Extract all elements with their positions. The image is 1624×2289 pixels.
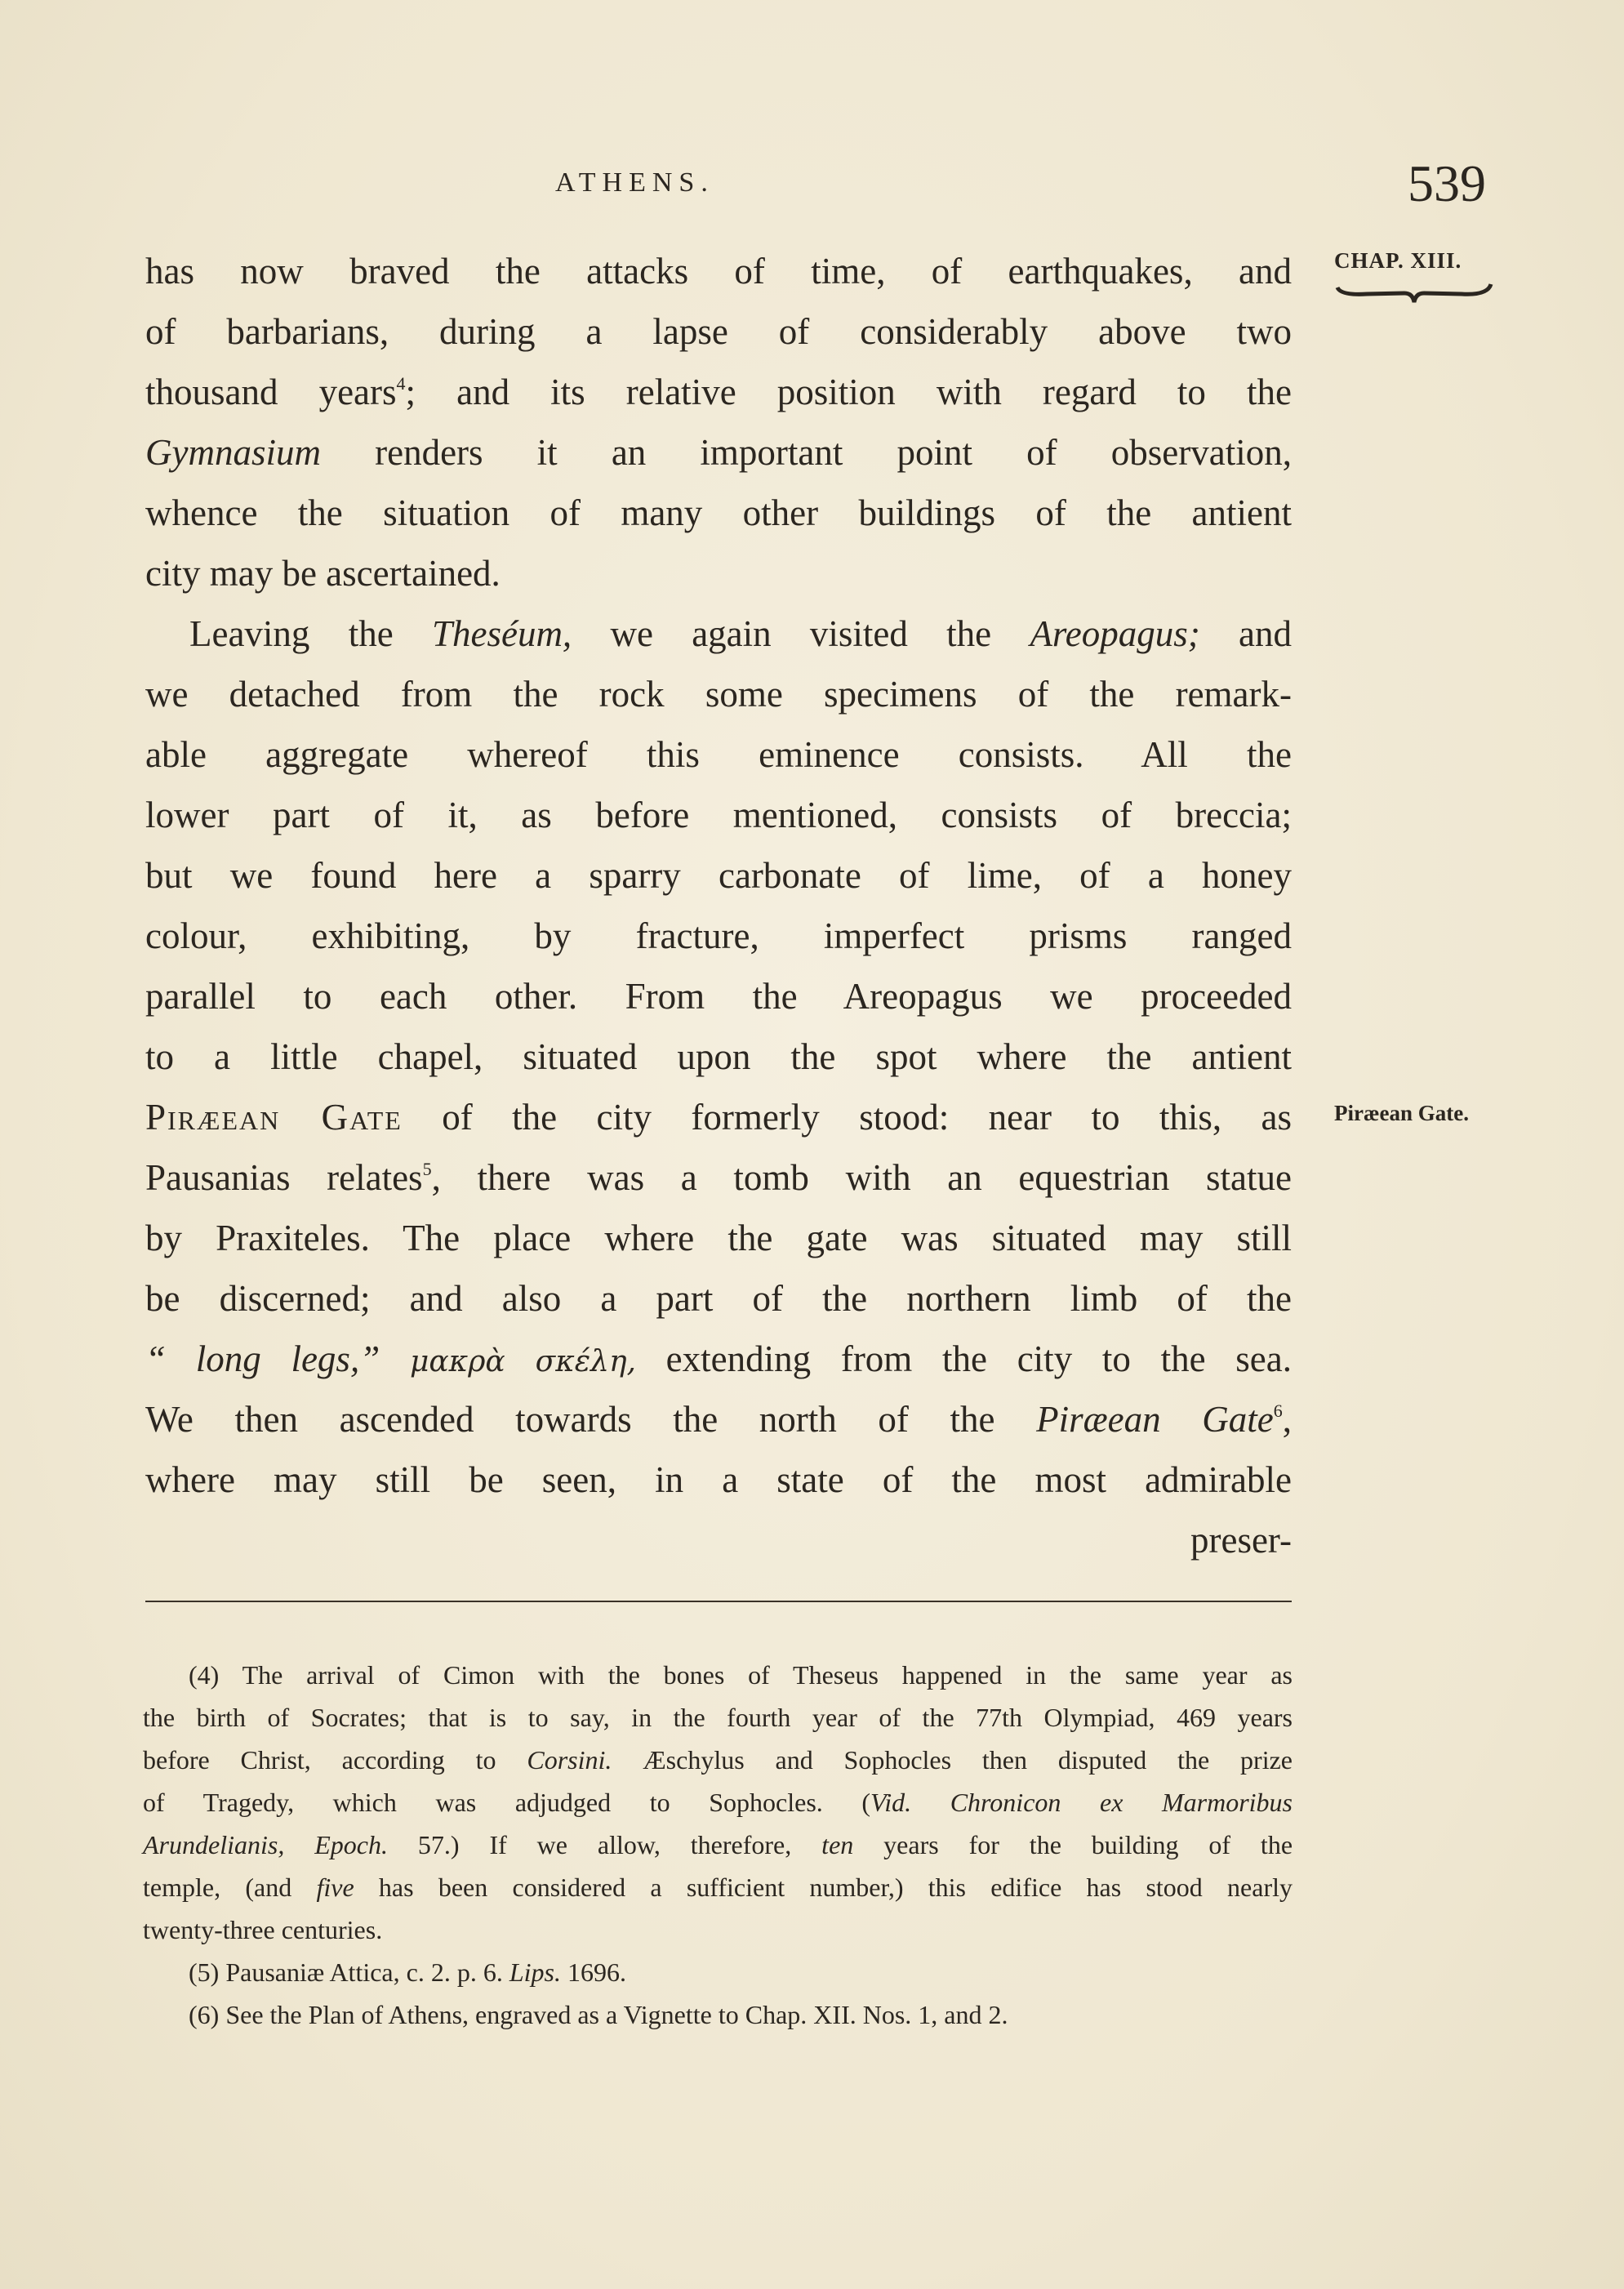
footnote-line: of Tragedy, which was adjudged to Sophocles. (Vid. Chronicon ex Marmoribus xyxy=(143,1788,1293,1817)
footnote-line: Arundelianis, Epoch. 57.) If we allow, therefore, ten years for the building of the xyxy=(143,1830,1293,1859)
footnote-line: (4) The arrival of Cimon with the bones of Theseus happened in the same year as xyxy=(189,1660,1293,1690)
footnote-ref-5: 5 xyxy=(422,1159,432,1179)
chapter-margin-label: CHAP. XIII. xyxy=(1334,248,1462,273)
text-line: we detached from the rock some specimens of the remark- xyxy=(145,674,1292,715)
text-line: be discerned; and also a part of the northern limb of the xyxy=(145,1278,1292,1319)
footnotes xyxy=(143,1654,1293,2036)
text-line: Pausanias relates$^5$, there was a tomb with an equestrian statue xyxy=(145,1157,1292,1198)
footnote-ref-4: 4 xyxy=(396,373,406,394)
text-line: able aggregate whereof this eminence consists. All the xyxy=(145,734,1292,775)
text-line: where may still be seen, in a state of the most admirable xyxy=(145,1459,1292,1500)
text-line: whence the situation of many other buildings of the antient xyxy=(145,492,1292,533)
chapter-brace-ornament xyxy=(1334,279,1494,305)
text-line: Gymnasium renders it an important point of observation, xyxy=(145,432,1292,473)
text-line: “ long legs,” μακρὰ σκέλη, extending from the city to the sea. xyxy=(145,1338,1293,1379)
catchword: preser- xyxy=(1190,1520,1292,1561)
text-line: but we found here a sparry carbonate of lime, of a honey xyxy=(145,855,1292,896)
footnote-divider xyxy=(145,1601,1292,1602)
text-line: lower part of it, as before mentioned, consists of breccia; xyxy=(145,795,1292,835)
footnote-line: (5) Pausaniæ Attica, c. 2. p. 6. Lips. 1696. xyxy=(189,1957,626,1987)
text-line: by Praxiteles. The place where the gate was situated may still xyxy=(145,1218,1292,1258)
running-head: ATHENS. xyxy=(555,167,714,198)
footnote-line: twenty-three centuries. xyxy=(143,1915,383,1944)
text-line: to a little chapel, situated upon the spot where the antient xyxy=(145,1036,1292,1077)
side-note-piraean-gate: Piræean Gate. xyxy=(1334,1101,1469,1125)
footnote-line: the birth of Socrates; that is to say, in the fourth year of the 77th Olympiad, 469 years xyxy=(143,1703,1293,1732)
main-text xyxy=(145,241,1292,1570)
greek-phrase: μακρὰ σκέλη, xyxy=(409,1345,636,1378)
page-number: 539 xyxy=(1408,154,1486,212)
text-line: of barbarians, during a lapse of considerably above two xyxy=(145,311,1292,352)
footnote-line: before Christ, according to Corsini. Æschylus and Sophocles then disputed the prize xyxy=(143,1745,1293,1775)
footnote-line: (6) See the Plan of Athens, engraved as a Vignette to Chap. XII. Nos. 1, and 2. xyxy=(189,2000,1008,2029)
text-line: thousand years$^4$; and its relative position with regard to the xyxy=(145,372,1292,412)
text-line: city may be ascertained. xyxy=(145,553,501,594)
text-line: We then ascended towards the north of the Piræean Gate$^6$, xyxy=(145,1399,1292,1440)
text-line: parallel to each other. From the Areopagus we proceeded xyxy=(145,976,1292,1017)
text-line: has now braved the attacks of time, of earthquakes, and xyxy=(145,251,1292,292)
text-line: Leaving the Theséum, we again visited the Areopagus; and xyxy=(189,613,1292,654)
text-line: Piræean Gate of the city formerly stood: near to this, as xyxy=(145,1097,1293,1138)
text-line: colour, exhibiting, by fracture, imperfect prisms ranged xyxy=(145,915,1292,956)
footnote-ref-6: 6 xyxy=(1273,1401,1283,1421)
footnote-line: temple, (and five has been considered a sufficient number,) this edifice has stood nearly xyxy=(143,1873,1293,1902)
